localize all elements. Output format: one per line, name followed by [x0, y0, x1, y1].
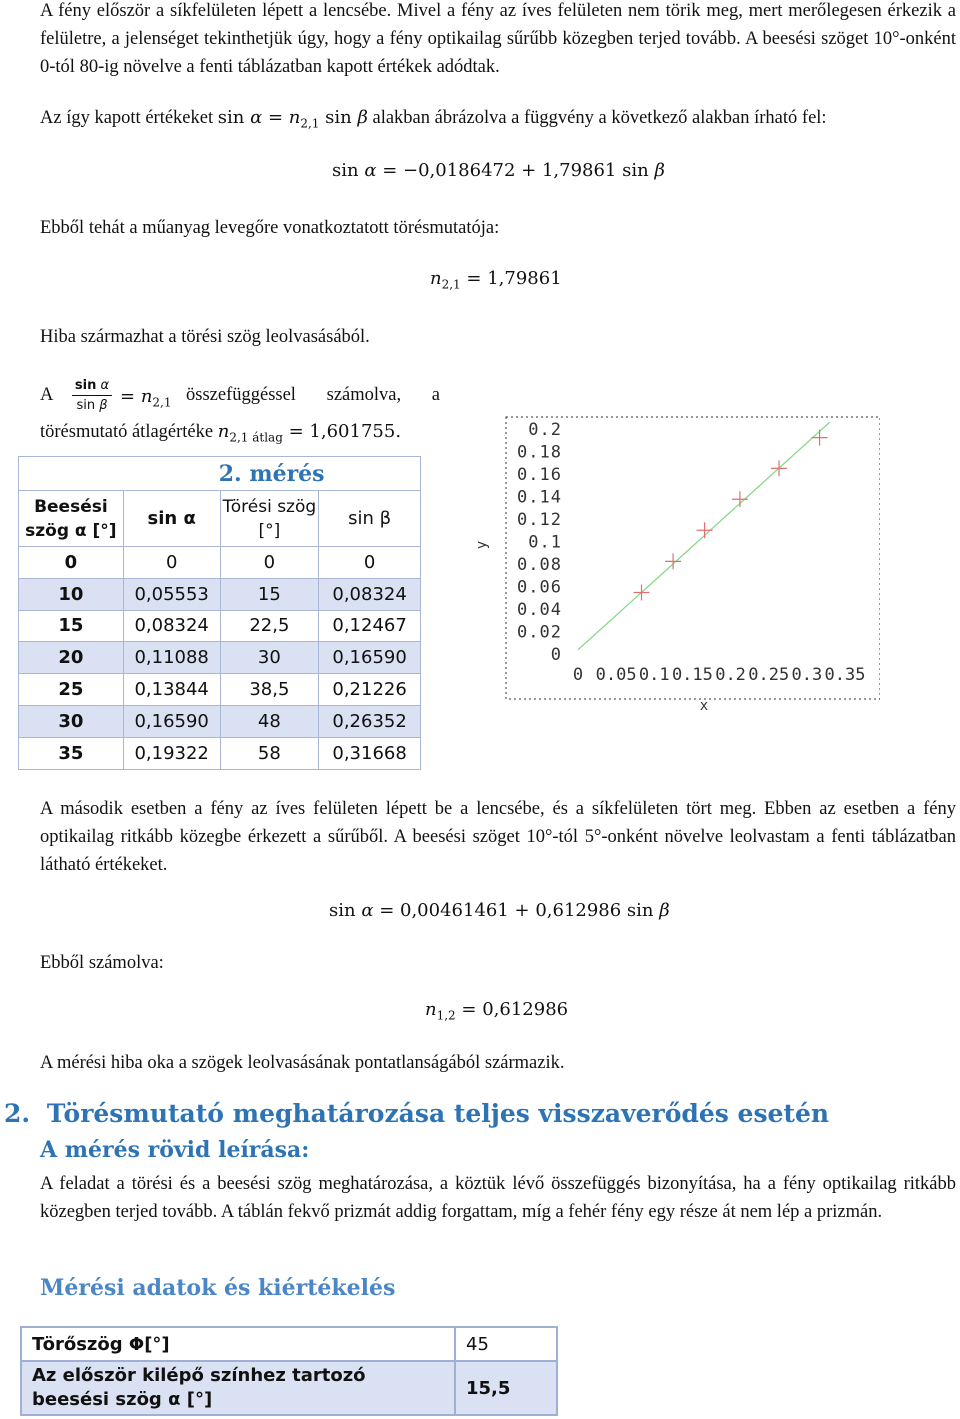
table-cell: 0,19322	[123, 737, 220, 769]
average-index-value: = 1,601755.	[288, 421, 402, 442]
fit-description-post: alakban ábrázolva a függvény a következő alakban írható fel:	[372, 108, 827, 128]
x-tick-label: 0.15	[671, 665, 713, 685]
ratio-line: A sin α sin β = $n_{2,1}$ összefüggéssel számolva, a	[40, 378, 440, 413]
table-cell: 0,12467	[319, 610, 421, 642]
subsection-heading: A mérés rövid leírása:	[40, 1137, 310, 1163]
table-cell: 15	[220, 578, 319, 610]
y-tick-label: 0.02	[517, 622, 562, 643]
x-tick-label: 0.25	[748, 665, 790, 685]
table-cell: 0	[319, 547, 421, 579]
table-cell: 0	[19, 547, 124, 579]
table-cell: 0,05553	[123, 578, 220, 610]
average-index-line: törésmutató átlagértéke $n_{2,1 átlag} = 1,601755$.	[40, 421, 402, 445]
equation-fit-2: sin α = 0,00461461 + 0,612986 sin β	[329, 900, 670, 921]
table-row	[19, 578, 421, 610]
calc-intro: Ebből számolva:	[40, 953, 164, 973]
equation-fit-1: sin α = −0,0186472 + 1,79861 sin β	[332, 160, 665, 181]
table-row	[19, 674, 421, 706]
description-paragraph: A feladat a törési és a beesési szög meghatározása, a köztük lévő összefüggés bizonyítása, ha a fény optikailag ritkább közegben terjed tovább. A táblán fekvő prizmát addig forgattam, míg a fehér fény egy része át nem lép a prizmán.	[40, 1174, 956, 1222]
table-cell: 35	[19, 737, 124, 769]
section-title: Törésmutató meghatározása teljes visszaverődés esetén	[46, 1099, 830, 1128]
table-cell: 48	[220, 705, 319, 737]
intro-paragraph: A fény először a síkfelületen lépett a lencsébe. Mivel a fény az íves felületen nem törik meg, mert merőlegesen érkezik a felületre, a jelenséget tekinthetjük úgy, hogy a fény optikailag sűrűbb közegben terjed tovább. A beesési szöget 10°-onként 0-tól 80-ig növelve a fenti táblázatban kapott értékek adódtak.	[40, 1, 956, 77]
table-cell: 0,13844	[123, 674, 220, 706]
table-cell: 0,21226	[319, 674, 421, 706]
scatter-chart	[470, 415, 880, 715]
x-tick-label: 0.1	[638, 665, 670, 685]
fit-description	[40, 104, 956, 138]
table-cell: 0,31668	[319, 737, 421, 769]
equation-fit-1-rest: = −0,0186472 + 1,79861 sin	[382, 160, 649, 181]
error-reason: A mérési hiba oka a szögek leolvasásának pontatlanságából származik.	[40, 1053, 565, 1073]
table-cell: 15	[19, 610, 124, 642]
table-cell: 0,16590	[123, 705, 220, 737]
y-axis-label: y	[474, 540, 490, 550]
y-tick-label: 0.08	[517, 555, 562, 575]
header-sin-alpha: sin α	[123, 491, 220, 547]
table-row	[19, 737, 421, 769]
measurement-table	[18, 456, 421, 770]
header-sin-beta: sin β	[319, 491, 421, 547]
ratio-line-a: A	[40, 385, 54, 405]
table-row	[19, 705, 421, 737]
table-cell: 25	[19, 674, 124, 706]
table-cell: 20	[19, 642, 124, 674]
table-cell: 0,08324	[319, 578, 421, 610]
first-exit-angle-value: 15,5	[455, 1361, 557, 1415]
header-incidence-angle: Beesési szög α [°]	[19, 491, 124, 547]
chart-frame	[506, 417, 880, 699]
x-tick-label: 0.2	[715, 665, 746, 685]
section-heading	[4, 1099, 829, 1128]
table-cell: 30	[220, 642, 319, 674]
table-cell: 38,5	[220, 674, 319, 706]
section-number: 2.	[4, 1099, 31, 1128]
x-tick-label: 0.35	[824, 665, 866, 685]
table-cell: 0	[220, 547, 319, 579]
equation-n12: $n_{1,2} = 0,612986$	[425, 999, 569, 1023]
table-cell: 10	[19, 578, 124, 610]
second-case-paragraph: A második esetben a fény az íves felületen lépett be a lencsébe, és a síkfelületen tört meg. Ebben az esetben a fény optikailag ritkább közegbe érkezett a sűrűből. A beesési szöget 10°-tól 5°-onként növelve leolvastam a fenti táblázatban látható értékeket.	[40, 799, 956, 875]
equation-n21: $n_{2,1} = 1,79861$	[430, 268, 562, 292]
x-axis-label: x	[699, 698, 709, 714]
table-cell: 0,11088	[123, 642, 220, 674]
y-tick-label: 0.12	[517, 510, 562, 530]
x-tick-label: 0	[572, 665, 584, 685]
table-cell: 0,26352	[319, 705, 421, 737]
measurement-table-title: 2. mérés	[123, 457, 420, 491]
y-tick-label: 0.1	[528, 532, 562, 553]
subsection-heading-2: Mérési adatok és kiértékelés	[40, 1275, 396, 1301]
fraction: sin α sin β	[72, 378, 112, 413]
fit-description-pre: Az így kapott értékeket	[40, 108, 214, 128]
average-index-sub: 2,1 átlag	[229, 430, 283, 445]
x-tick-label: 0.05	[595, 665, 637, 685]
table-row	[19, 642, 421, 674]
y-tick-label: 0.14	[517, 487, 562, 508]
y-tick-label: 0.18	[517, 442, 562, 463]
prism-angle-value: 45	[455, 1327, 557, 1361]
prism-angle-label: Törőszög Φ[°]	[21, 1327, 455, 1361]
inline-formula: $\sin \alpha = n_{2,1}$ sin β	[217, 107, 368, 131]
x-tick-label: 0.3	[791, 665, 823, 685]
table-cell: 0	[123, 547, 220, 579]
y-tick-label: 0	[550, 645, 562, 665]
error-note: Hiba származhat a törési szög leolvasásából.	[40, 327, 370, 347]
first-exit-angle-label: Az először kilépő színhez tartozó beesési szög α [°]	[21, 1361, 455, 1415]
header-refraction-angle: Törési szög [°]	[220, 491, 319, 547]
table-cell: 0,16590	[319, 642, 421, 674]
y-tick-label: 0.04	[517, 600, 562, 620]
table-cell: 0,08324	[123, 610, 220, 642]
prism-data-table	[20, 1326, 558, 1416]
table-cell: 58	[220, 737, 319, 769]
y-tick-label: 0.16	[517, 465, 562, 485]
table-cell: 22,5	[220, 610, 319, 642]
refraction-index-intro: Ebből tehát a műanyag levegőre vonatkoztatott törésmutatója:	[40, 218, 500, 238]
ratio-line-b: összefüggéssel számolva, a	[186, 385, 440, 405]
equation-n21-value: = 1,79861	[466, 268, 562, 289]
table-row	[19, 547, 421, 579]
y-tick-label: 0.2	[528, 420, 562, 440]
average-index-pre: törésmutató átlagértéke	[40, 422, 214, 442]
table-cell: 30	[19, 705, 124, 737]
y-tick-label: 0.06	[517, 577, 562, 598]
table-row	[19, 610, 421, 642]
equation-fit-2-rest: = 0,00461461 + 0,612986 sin	[379, 900, 654, 921]
equation-n12-value: = 0,612986	[461, 999, 569, 1020]
